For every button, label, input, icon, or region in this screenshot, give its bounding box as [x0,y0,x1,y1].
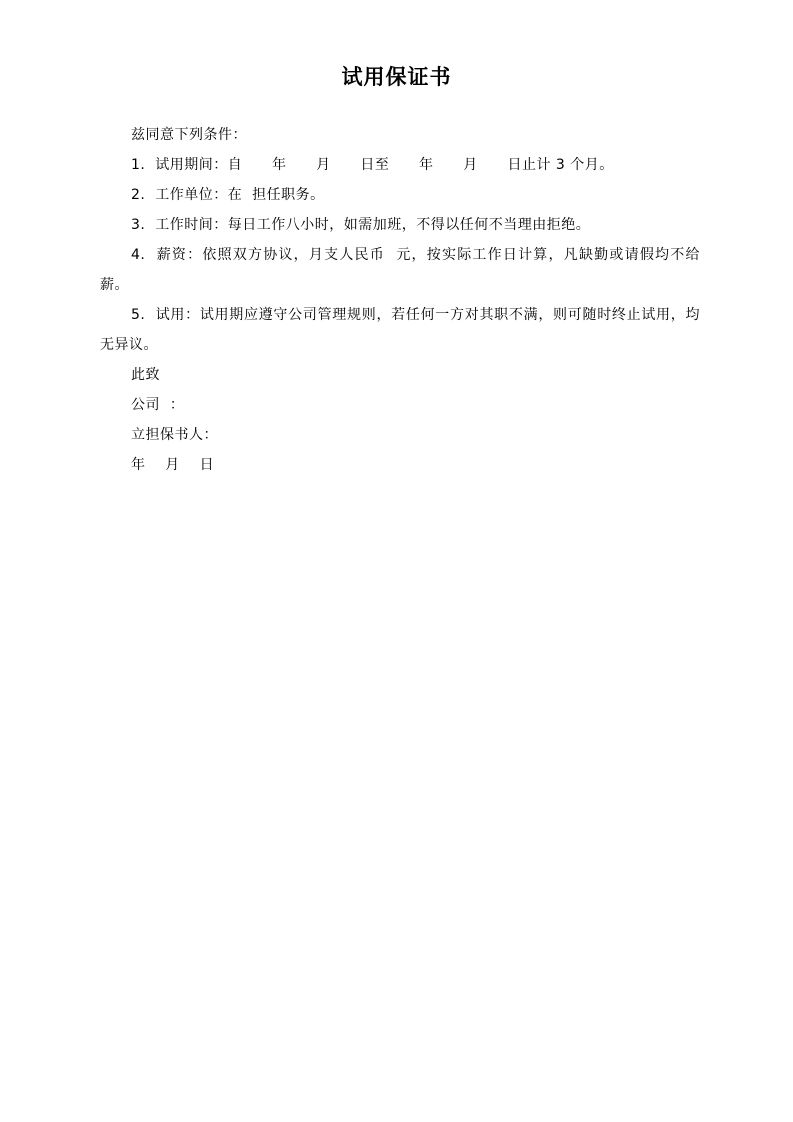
closing-salutation: 此致 [131,367,160,383]
document-title: 试用保证书 [341,65,452,89]
clause-5-probation-rules: 5. 试用：试用期应遵守公司管理规则，若任何一方对其职不满，则可随时终止试用，均无异议。 [100,307,700,353]
clause-4-salary: 4. 薪资：依照双方协议，月支人民币 元，按实际工作日计算，凡缺勤或请假均不给薪。 [100,247,700,293]
clause-3-work-hours: 3. 工作时间：每日工作八小时，如需加班，不得以任何不当理由拒绝。 [131,217,591,233]
clause-1-probation-period: 1. 试用期间：自 年 月 日至 年 月 日止计 3 个月。 [131,157,614,173]
guarantor-line: 立担保书人： [131,427,218,443]
date-line: 年 月 日 [131,457,215,473]
document-body [100,120,700,480]
company-line: 公司 ： [131,397,185,413]
intro-line: 兹同意下列条件： [131,127,247,143]
clause-2-work-unit: 2. 工作单位：在 担任职务。 [131,187,325,203]
